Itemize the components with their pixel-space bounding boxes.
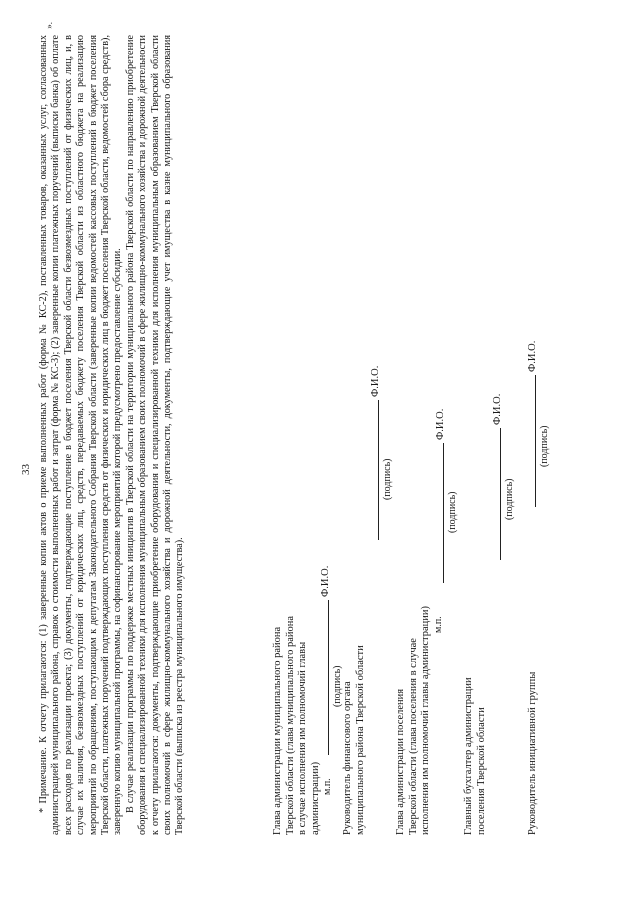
signature-chief-accountant bbox=[463, 677, 488, 835]
signature-title-line: Глава администрации муниципального района bbox=[272, 626, 283, 835]
signature-line bbox=[378, 400, 379, 540]
signature-fio: Ф.И.О. bbox=[492, 393, 503, 425]
signature-head-settlement bbox=[395, 606, 433, 835]
signature-caption: (подпись) bbox=[539, 425, 550, 467]
signature-fio: Ф.И.О. bbox=[320, 565, 331, 597]
signature-title-line: администрации) bbox=[309, 761, 321, 835]
closing-quote-mark: ». bbox=[44, 22, 54, 29]
signature-title-line: в случае исполнения им полномочий главы bbox=[297, 641, 308, 835]
signature-title-line: Главный бухгалтер администрации bbox=[463, 677, 474, 835]
signature-title-line: Тверской области (глава муниципального района bbox=[284, 615, 296, 835]
signature-title-line: Тверской области (глава поселения в случае bbox=[407, 638, 419, 835]
signature-title-line: муниципального района Тверской области bbox=[354, 645, 366, 835]
signature-title-line: Руководитель инициативной группы bbox=[527, 671, 538, 835]
seal-mark: м.п. bbox=[433, 616, 444, 633]
signature-fio: Ф.И.О. bbox=[435, 408, 446, 440]
signature-title-line: поселения Тверской области bbox=[475, 707, 487, 835]
note-paragraph-2: В случае реализации программы по поддержке местных инициатив в Тверской области на территории муниципального района Тверской области по направлению приобретение оборудования и специализированной техники для исполнения муниципальным образованием своих полномочий в сфере жилищно-коммунального хозяйства и дорожной деятельности к отчету прилагаются: документы, подтверждающие приобретение оборудования и специализированной техники для исполнения муниципальным образованием Тверской области своих полномочий в сфере жилищно-коммунального хозяйства и дорожной деятельности, документы, подтверждающие учет имущества в казне муниципального образования Тверской области (выписка из реестра муниципального имущества). bbox=[124, 35, 186, 835]
report-note bbox=[38, 35, 187, 835]
signature-finance-head bbox=[342, 645, 367, 835]
signature-title-line: Глава администрации поселения bbox=[395, 688, 406, 835]
signature-title-line: Руководитель финансового органа bbox=[342, 681, 353, 835]
signature-head-municipal-district bbox=[272, 616, 322, 835]
seal-mark: м.п. bbox=[322, 778, 333, 795]
signature-line bbox=[500, 428, 501, 560]
signature-fio: Ф.И.О. bbox=[370, 365, 381, 397]
signature-line bbox=[443, 443, 444, 583]
signature-fio: Ф.И.О. bbox=[527, 340, 538, 372]
note-paragraph-1: * Примечание. К отчету прилагаются: (1) заверенные копии актов о приеме выполненных работ (форма № КС-2), поставленных товаров, оказанных услуг, согласованных администрацией муниципального района, справок о стоимости выполненных работ и затрат (форма № КС-3); (2) заверенные копии платежных поручений (выписки банка) об оплате всех расходов по реализации проекта; (3) документы, подтверждающие поступление в бюджет поселения Тверской области безвозмездных поступлений от физических лиц, и, в случае их наличия, безвозмездных поступлений от юридических лиц, средств, передаваемых бюджету поселения Тверской области из областного бюджета на реализацию мероприятий по обращениям, поступающим к депутатам Законодательного Собрания Тверской области (заверенные копии ведомостей кассовых поступлений в бюджет поселения Тверской области, платежных поручений подтверждающих поступления средств от физических и юридических лиц в бюджет поселения Тверской области, ведомостей сбора средств), заверенную копию муниципальной программы, на софинансирование мероприятий которой предусмотрено предоставление субсидии. bbox=[38, 35, 124, 835]
signature-title-line: исполнения им полномочий главы администрации) bbox=[420, 606, 431, 835]
signature-caption: (подпись) bbox=[447, 491, 458, 533]
page-number: 33 bbox=[20, 464, 32, 475]
signature-line bbox=[328, 600, 329, 755]
signature-line bbox=[535, 375, 536, 507]
signature-caption: (подпись) bbox=[332, 665, 343, 707]
signature-initiative-group bbox=[527, 672, 540, 835]
signature-caption: (подпись) bbox=[382, 458, 393, 500]
signature-caption: (подпись) bbox=[504, 478, 515, 520]
